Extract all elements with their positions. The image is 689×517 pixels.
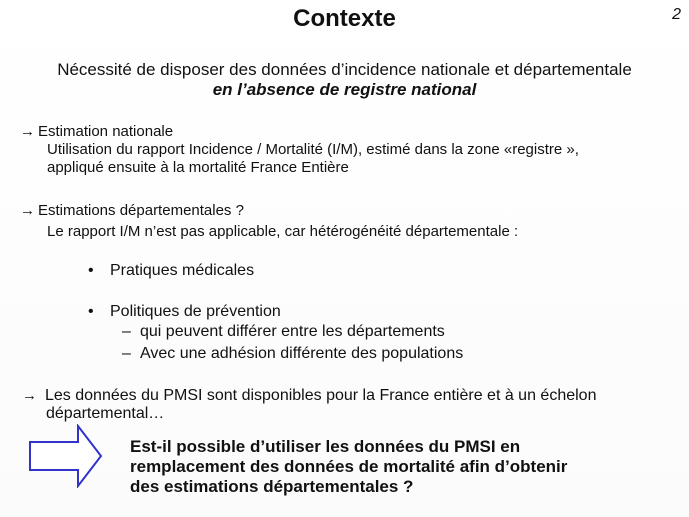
bullet-item [88, 262, 254, 280]
intro [0, 60, 689, 100]
dash-icon: – [122, 323, 131, 340]
slide-title: Contexte [293, 5, 396, 32]
key-question [130, 437, 567, 497]
bullet-item [88, 303, 281, 321]
section-pmsi-line-1 [22, 387, 596, 405]
section-national-line-2: appliqué ensuite à la mortalité France Entière [47, 159, 349, 176]
sub-item-text: qui peuvent différer entre les départements [140, 323, 445, 340]
section-departmental-heading [20, 202, 518, 220]
page-number: 2 [672, 6, 681, 23]
bullet-dot-icon: • [88, 262, 94, 279]
section-departmental [20, 202, 518, 241]
key-question-line-1: Est-il possible d’utiliser les données du PMSI en [130, 437, 521, 456]
section-national [20, 123, 579, 177]
sub-item [122, 345, 463, 363]
intro-line-2: en l’absence de registre national [212, 80, 477, 99]
right-arrow-icon: → [20, 123, 35, 140]
key-question-line-2: remplacement des données de mortalité afin d’obtenir [130, 457, 568, 476]
section-departmental-line-1: Le rapport I/M n’est pas applicable, car hétérogénéité départementale : [47, 223, 519, 240]
bullet-dot-icon: • [88, 303, 94, 320]
intro-line-1: Nécessité de disposer des données d’incidence nationale et départementale [57, 60, 632, 79]
section-pmsi-line-1-text: Les données du PMSI sont disponibles pour la France entière et à un échelon [45, 387, 597, 404]
key-question-line-3: des estimations départementales ? [130, 477, 414, 496]
sub-item [122, 323, 445, 341]
right-arrow-icon: → [22, 387, 37, 404]
bullet-text: Pratiques médicales [110, 262, 255, 279]
section-departmental-heading-text: Estimations départementales ? [38, 202, 244, 219]
section-national-line-1: Utilisation du rapport Incidence / Mortalité (I/M), estimé dans la zone «registre », [47, 141, 579, 158]
right-arrow-icon: → [20, 202, 35, 219]
bullet-text: Politiques de prévention [110, 303, 281, 320]
section-pmsi [22, 387, 596, 423]
section-national-heading-text: Estimation nationale [38, 123, 174, 140]
block-arrow-icon [28, 424, 104, 488]
sub-item-text: Avec une adhésion différente des populations [140, 345, 464, 362]
section-pmsi-line-2: départemental… [46, 405, 165, 422]
section-national-heading [20, 123, 579, 141]
dash-icon: – [122, 345, 131, 362]
